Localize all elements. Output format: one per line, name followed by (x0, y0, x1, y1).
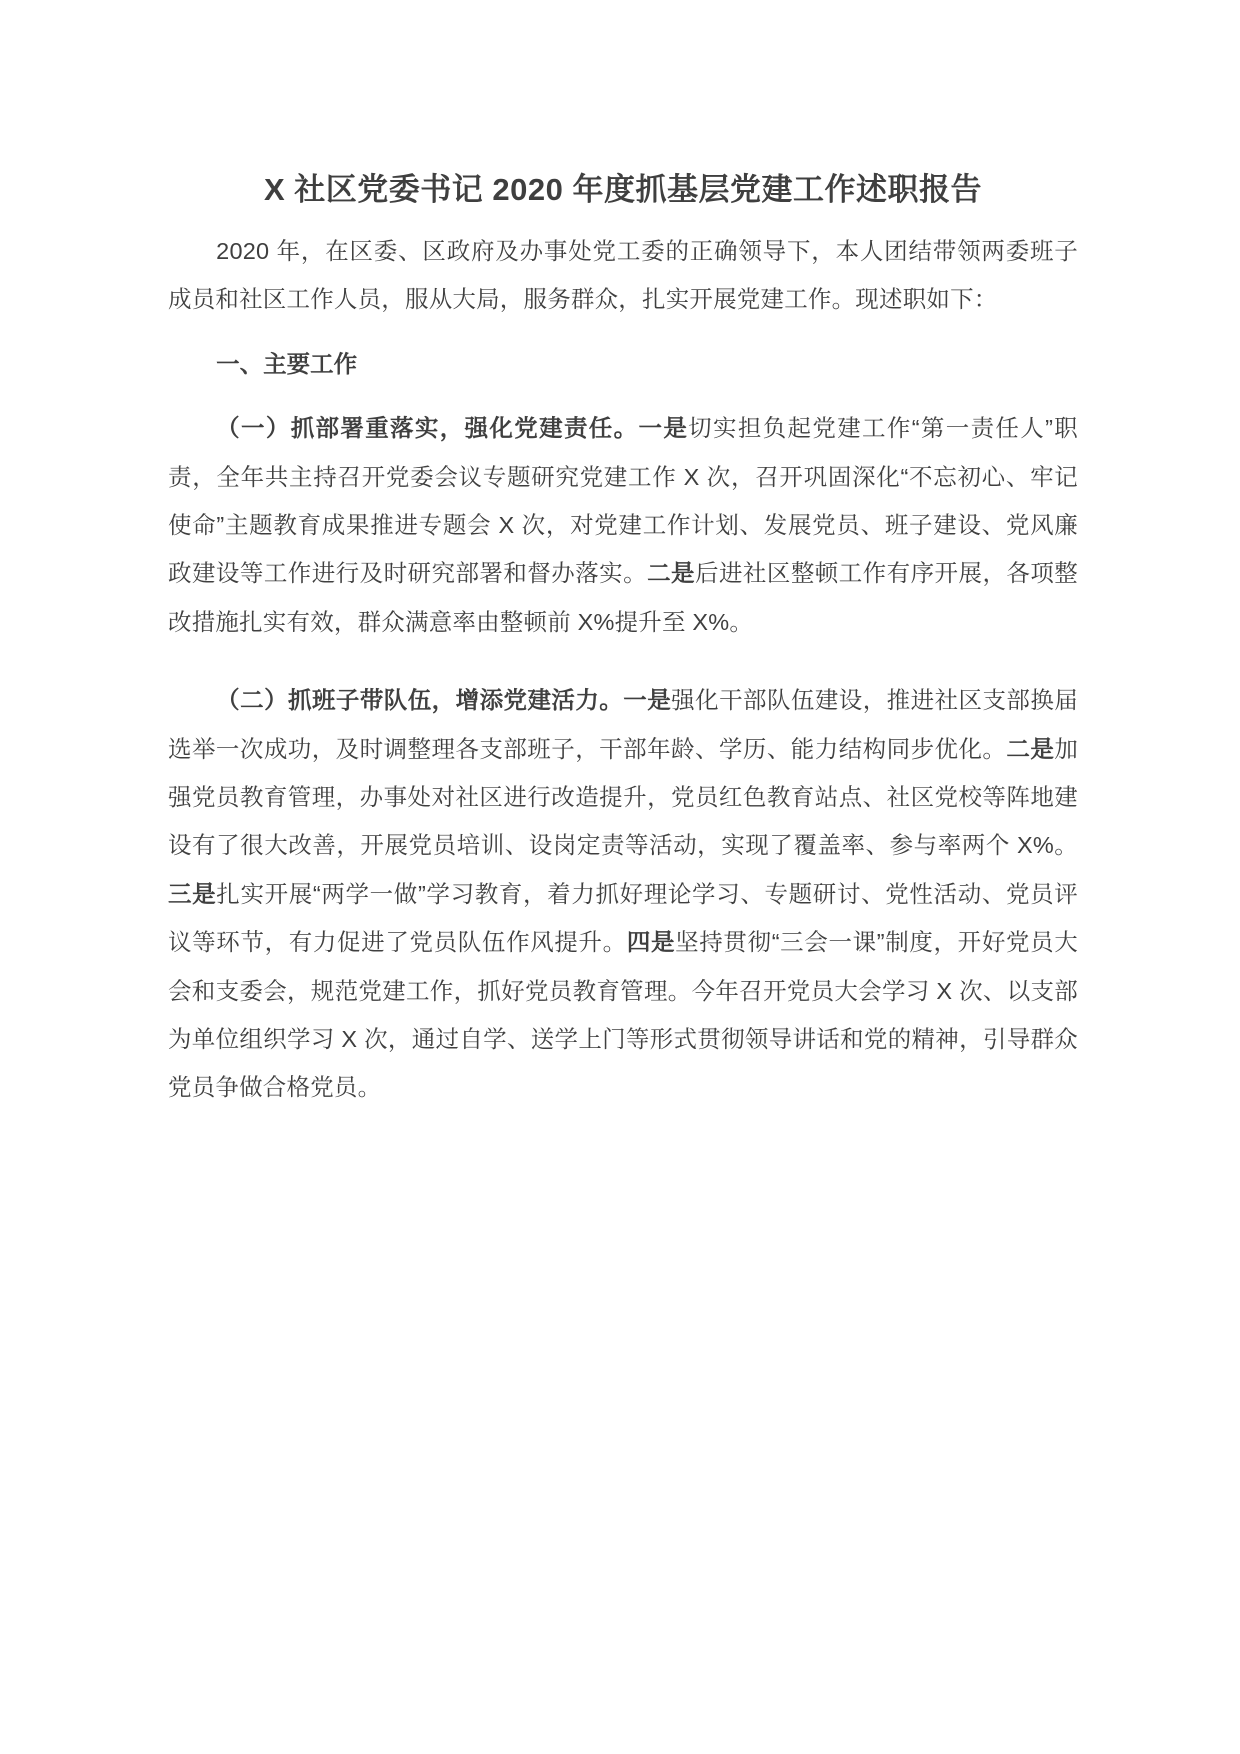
subsection-paragraph-1 (168, 404, 1078, 646)
point-label-2-4: 四是 (626, 929, 676, 956)
point-text-1-2: 后进社区整顿工作有序开展，各项整改措施扎实有效，群众满意率由整顿前 X%提升至 X%。 (168, 560, 1079, 635)
page-title: X 社区党委书记 2020 年度抓基层党建工作述职报告 (264, 172, 982, 207)
spacer (168, 388, 1078, 404)
point-label-2-1: 一是 (623, 687, 672, 714)
subsection-lead-1: （一）抓部署重落实，强化党建责任。 (216, 415, 639, 442)
point-label-2-2: 二是 (1006, 735, 1055, 762)
subsection-paragraph-2 (168, 676, 1078, 1112)
point-label-1-1: 一是 (638, 415, 689, 442)
point-text-2-2: 加强党员教育管理，办事处对社区进行改造提升，党员红色教育站点、社区党校等阵地建设有了很大改善，开展党员培训、设岗定责等活动，实现了覆盖率、参与率两个 X%。 (168, 735, 1079, 859)
point-label-2-3: 三是 (168, 880, 217, 907)
spacer (168, 646, 1078, 676)
point-text-2-4: 坚持贯彻“三会一课”制度，开好党员大会和支委会，规范党建工作，抓好党员教育管理。今年召开党员大会学习 X 次、以支部为单位组织学习 X 次，通过自学、送学上门等形式贯彻领导讲话和党的精神，引导群众党员争做合格党员。 (168, 929, 1078, 1101)
point-text-2-1: 强化干部队伍建设，推进社区支部换届选举一次成功，及时调整理各支部班子，干部年龄、学历、能力结构同步优化。 (168, 687, 1079, 762)
point-label-1-2: 二是 (647, 560, 695, 587)
subsection-lead-2: （二）抓班子带队伍，增添党建活力。 (216, 687, 624, 714)
intro-paragraph: 2020 年，在区委、区政府及办事处党工委的正确领导下，本人团结带领两委班子成员和社区工作人员，服从大局，服务群众，扎实开展党建工作。现述职如下： (168, 237, 1078, 313)
spacer (168, 324, 1078, 340)
point-text-2-3: 扎实开展“两学一做”学习教育，着力抓好理论学习、专题研讨、党性活动、党员评议等环节，有力促进了党员队伍作风提升。 (168, 880, 1078, 956)
point-text-1-1: 切实担负起党建工作“第一责任人”职责，全年共主持召开党委会议专题研究党建工作 X 次，召开巩固深化“不忘初心、牢记使命”主题教育成果推进专题会 X 次，对党建工作计划、发展党员、班子建设、党风廉政建设等工作进行及时研究部署和督办落实。 (168, 415, 1078, 587)
section-heading-1: 一、主要工作 (216, 350, 358, 377)
